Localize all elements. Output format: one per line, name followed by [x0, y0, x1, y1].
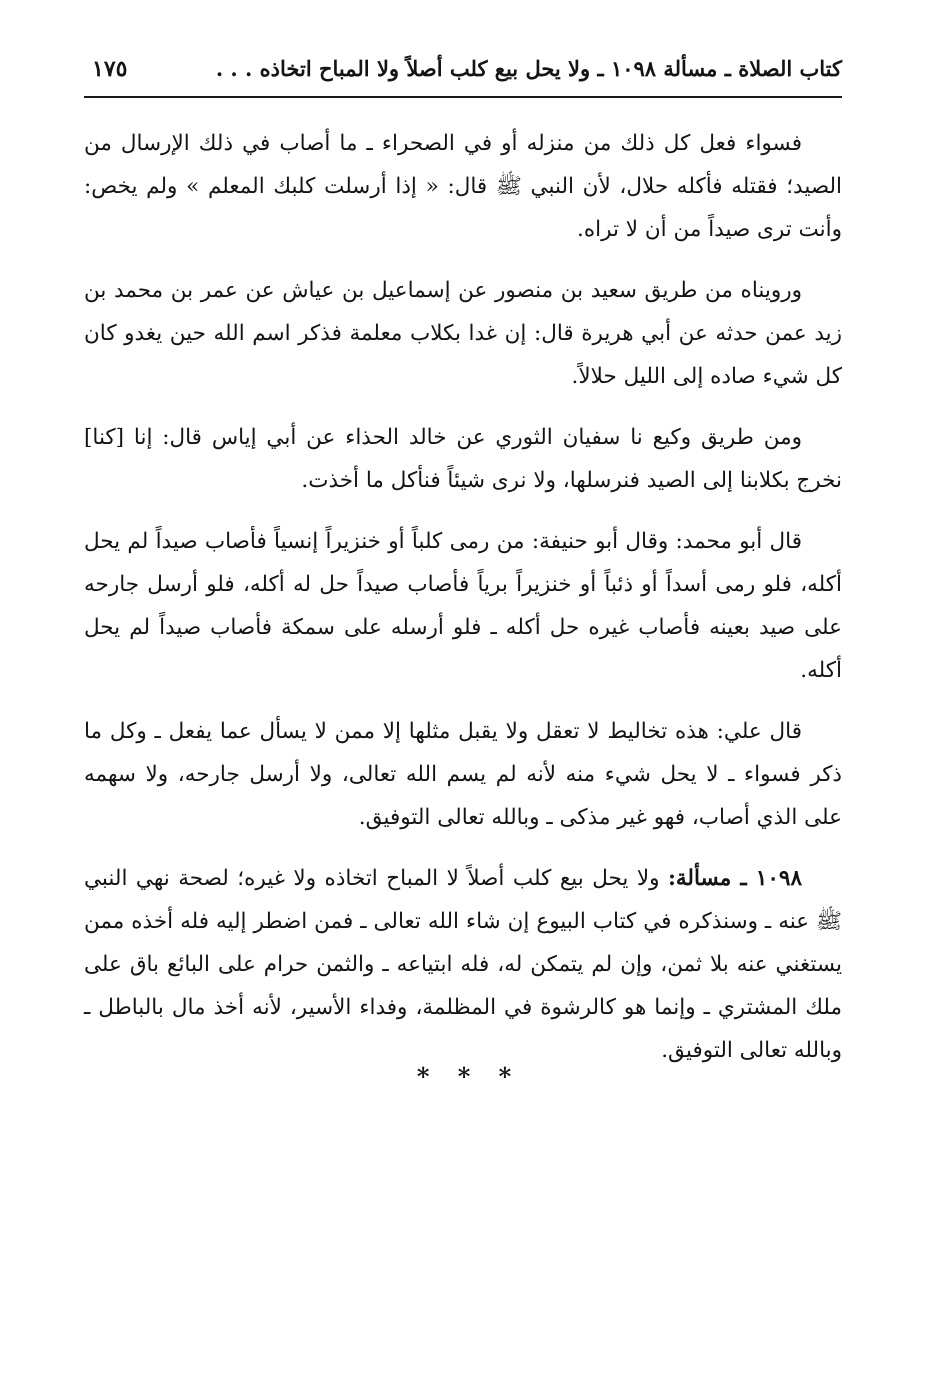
issue-heading: ١٠٩٨ ـ مسألة: [667, 866, 802, 891]
running-title: كتاب الصلاة ـ مسألة ١٠٩٨ ـ ولا يحل بيع كلب أصلاً ولا المباح اتخاذه . . . [215, 56, 842, 81]
page-header [84, 44, 842, 98]
paragraph: ومن طريق وكيع نا سفيان الثوري عن خالد الحذاء عن أبي إياس قال: إنا [كنا] نخرج بكلابنا إلى الصيد فنرسلها، ولا نرى شيئاً فنأكل ما أخذت. [84, 425, 842, 493]
paragraph: قال علي: هذه تخاليط لا تعقل ولا يقبل مثلها إلا ممن لا يسأل عما يفعل ـ وكل ما ذكر فسواء ـ لا يحل شيء منه لأنه لم يسم الله تعالى، ولا أرسل جارحه، ولا سهمه على الذي أصاب، فهو غير مذكى ـ وبالله تعالى التوفيق. [84, 719, 842, 830]
section-separator: * * * [416, 1062, 522, 1091]
page-number: ١٧٥ [92, 56, 128, 82]
paragraph: ورويناه من طريق سعيد بن منصور عن إسماعيل بن عياش عن عمر بن محمد بن زيد عمن حدثه عن أبي هريرة قال: إن غدا بكلاب معلمة فذكر اسم الله حين يغدو كان كل شيء صاده إلى الليل حلالاً. [84, 278, 842, 389]
paragraph: قال أبو محمد: وقال أبو حنيفة: من رمى كلباً أو خنزيراً إنسياً فأصاب صيداً لم يحل أكله، فلو رمى أسداً أو ذئباً أو خنزيراً برياً فأصاب صيداً حل له أكله، فلو أرسل جارحه على صيد بعينه فأصاب غيره حل أكله ـ فلو أرسله على سمكة فأصاب صيداً لم يحل أكله. [84, 529, 842, 683]
paragraph: فسواء فعل كل ذلك من منزله أو في الصحراء ـ ما أصاب في ذلك الإرسال من الصيد؛ فقتله فأكله حلال، لأن النبي ﷺ قال: « إذا أرسلت كلبك المعلم » ولم يخص: وأنت ترى صيداً من أن لا تراه. [84, 131, 842, 242]
issue-text: ولا يحل بيع كلب أصلاً لا المباح اتخاذه ولا غيره؛ لصحة نهي النبي ﷺ عنه ـ وسنذكره في كتاب البيوع إن شاء الله تعالى ـ فمن اضطر إليه فله أخذه ممن يستغني عنه بلا ثمن، وإن لم يتمكن له، فله ابتياعه ـ والثمن حرام على البائع باق على ملك المشتري ـ وإنما هو كالرشوة في المظلمة، وفداء الأسير، لأنه أخذ مال بالباطل ـ وبالله تعالى التوفيق. [84, 866, 842, 1063]
page-body [84, 122, 842, 1090]
paragraph-issue-1098 [84, 857, 842, 1072]
